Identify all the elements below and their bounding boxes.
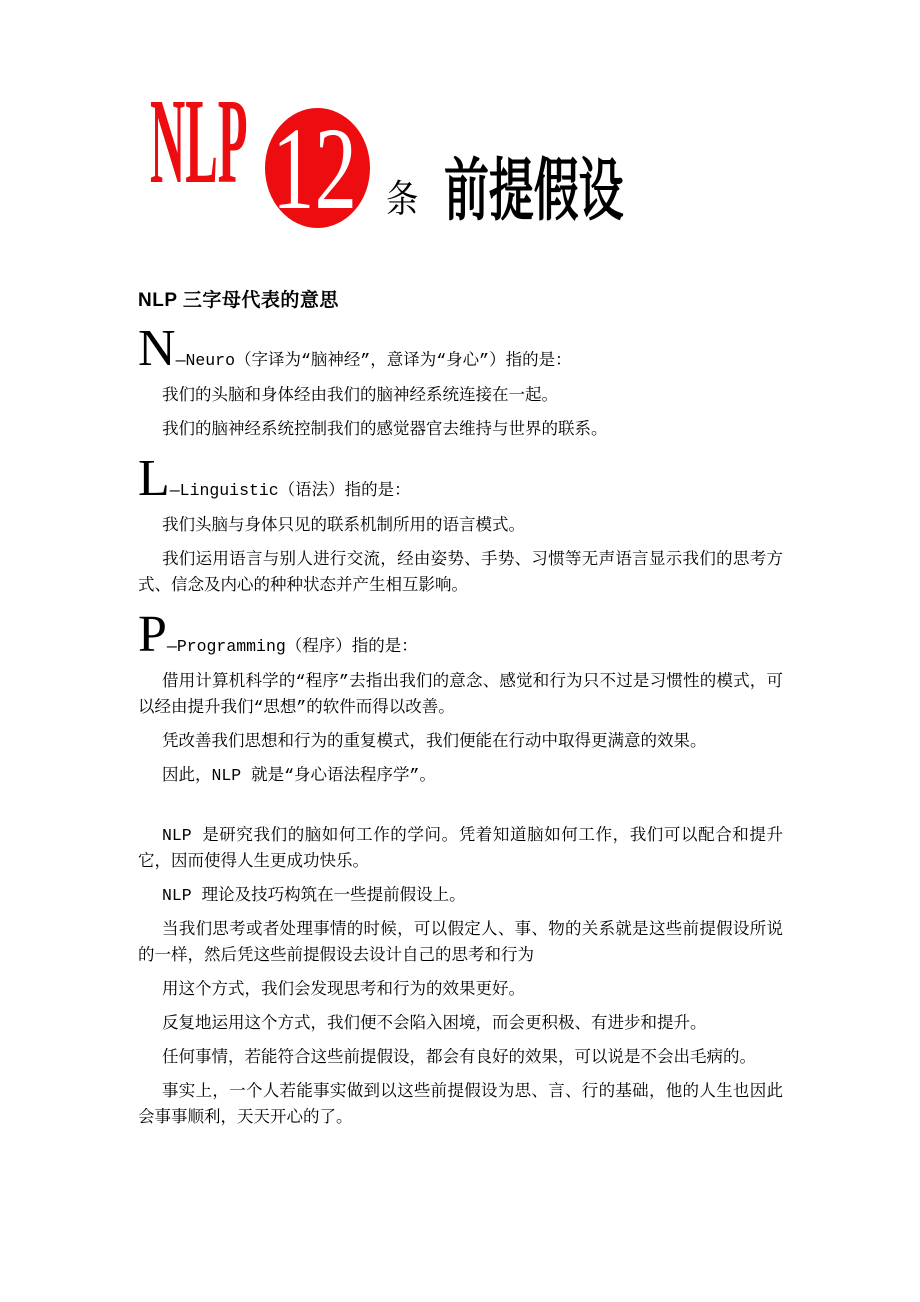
logo-nlp-text: NLP (150, 74, 248, 209)
paragraph: 我们头脑与身体只见的联系机制所用的语言模式。 (162, 516, 525, 535)
section-programming (138, 606, 783, 789)
paragraph: 当我们思考或者处理事情的时候，可以假定人、事、物的关系就是这些前提假设所说的一样，然后凭这些前提假设去设计自己的思考和行为 (138, 920, 783, 965)
drop-letter-l: L (138, 450, 170, 507)
paragraph: 用这个方式，我们会发现思考和行为的效果更好。 (162, 980, 525, 999)
logo-counter-word: 条 (386, 179, 419, 221)
section-heading: NLP 三字母代表的意思 (138, 290, 339, 311)
closing-paragraphs (138, 823, 783, 1131)
letter-definition: —Programming（程序）指的是： (166, 637, 418, 656)
letter-intro-line (138, 320, 783, 377)
logo-title-text: 前提假设 (444, 153, 624, 229)
paragraph: 我们的脑神经系统控制我们的感觉器官去维持与世界的联系。 (162, 420, 608, 439)
letter-definition: —Neuro（字译为“脑神经”，意译为“身心”）指的是： (175, 351, 572, 370)
letter-intro-line (138, 606, 783, 663)
logo-banner (0, 0, 920, 238)
paragraph: 凭改善我们思想和行为的重复模式，我们便能在行动中取得更满意的效果。 (162, 732, 707, 751)
drop-letter-p: P (138, 606, 167, 663)
paragraph: 因此，NLP 就是“身心语法程序学”。 (162, 766, 436, 785)
letter-intro-line (138, 450, 783, 507)
logo-badge-number: 12 (272, 103, 357, 234)
paragraph: NLP 理论及技巧构筑在一些提前假设上。 (162, 886, 466, 905)
paragraph: 事实上，一个人若能事实做到以这些前提假设为思、言、行的基础，他的人生也因此会事事顺利，天天开心的了。 (138, 1082, 783, 1127)
letter-definition: —Linguistic（语法）指的是： (169, 481, 411, 500)
document-body (0, 288, 920, 1131)
section-neuro (138, 320, 783, 443)
paragraph: 我们运用语言与别人进行交流，经由姿势、手势、习惯等无声语言显示我们的思考方式、信念及内心的种种状态并产生相互影响。 (138, 550, 783, 595)
paragraph: 任何事情，若能符合这些前提假设，都会有良好的效果，可以说是不会出毛病的。 (162, 1048, 756, 1067)
drop-letter-n: N (138, 320, 176, 377)
paragraph: 反复地运用这个方式，我们便不会陷入困境，而会更积极、有进步和提升。 (162, 1014, 707, 1033)
paragraph: NLP 是研究我们的脑如何工作的学问。凭着知道脑如何工作，我们可以配合和提升它，因而使得人生更成功快乐。 (138, 826, 783, 871)
paragraph: 借用计算机科学的“程序”去指出我们的意念、感觉和行为只不过是习惯性的模式，可以经由提升我们“思想”的软件而得以改善。 (138, 672, 783, 717)
section-linguistic (138, 450, 783, 599)
paragraph: 我们的头脑和身体经由我们的脑神经系统连接在一起。 (162, 386, 558, 405)
